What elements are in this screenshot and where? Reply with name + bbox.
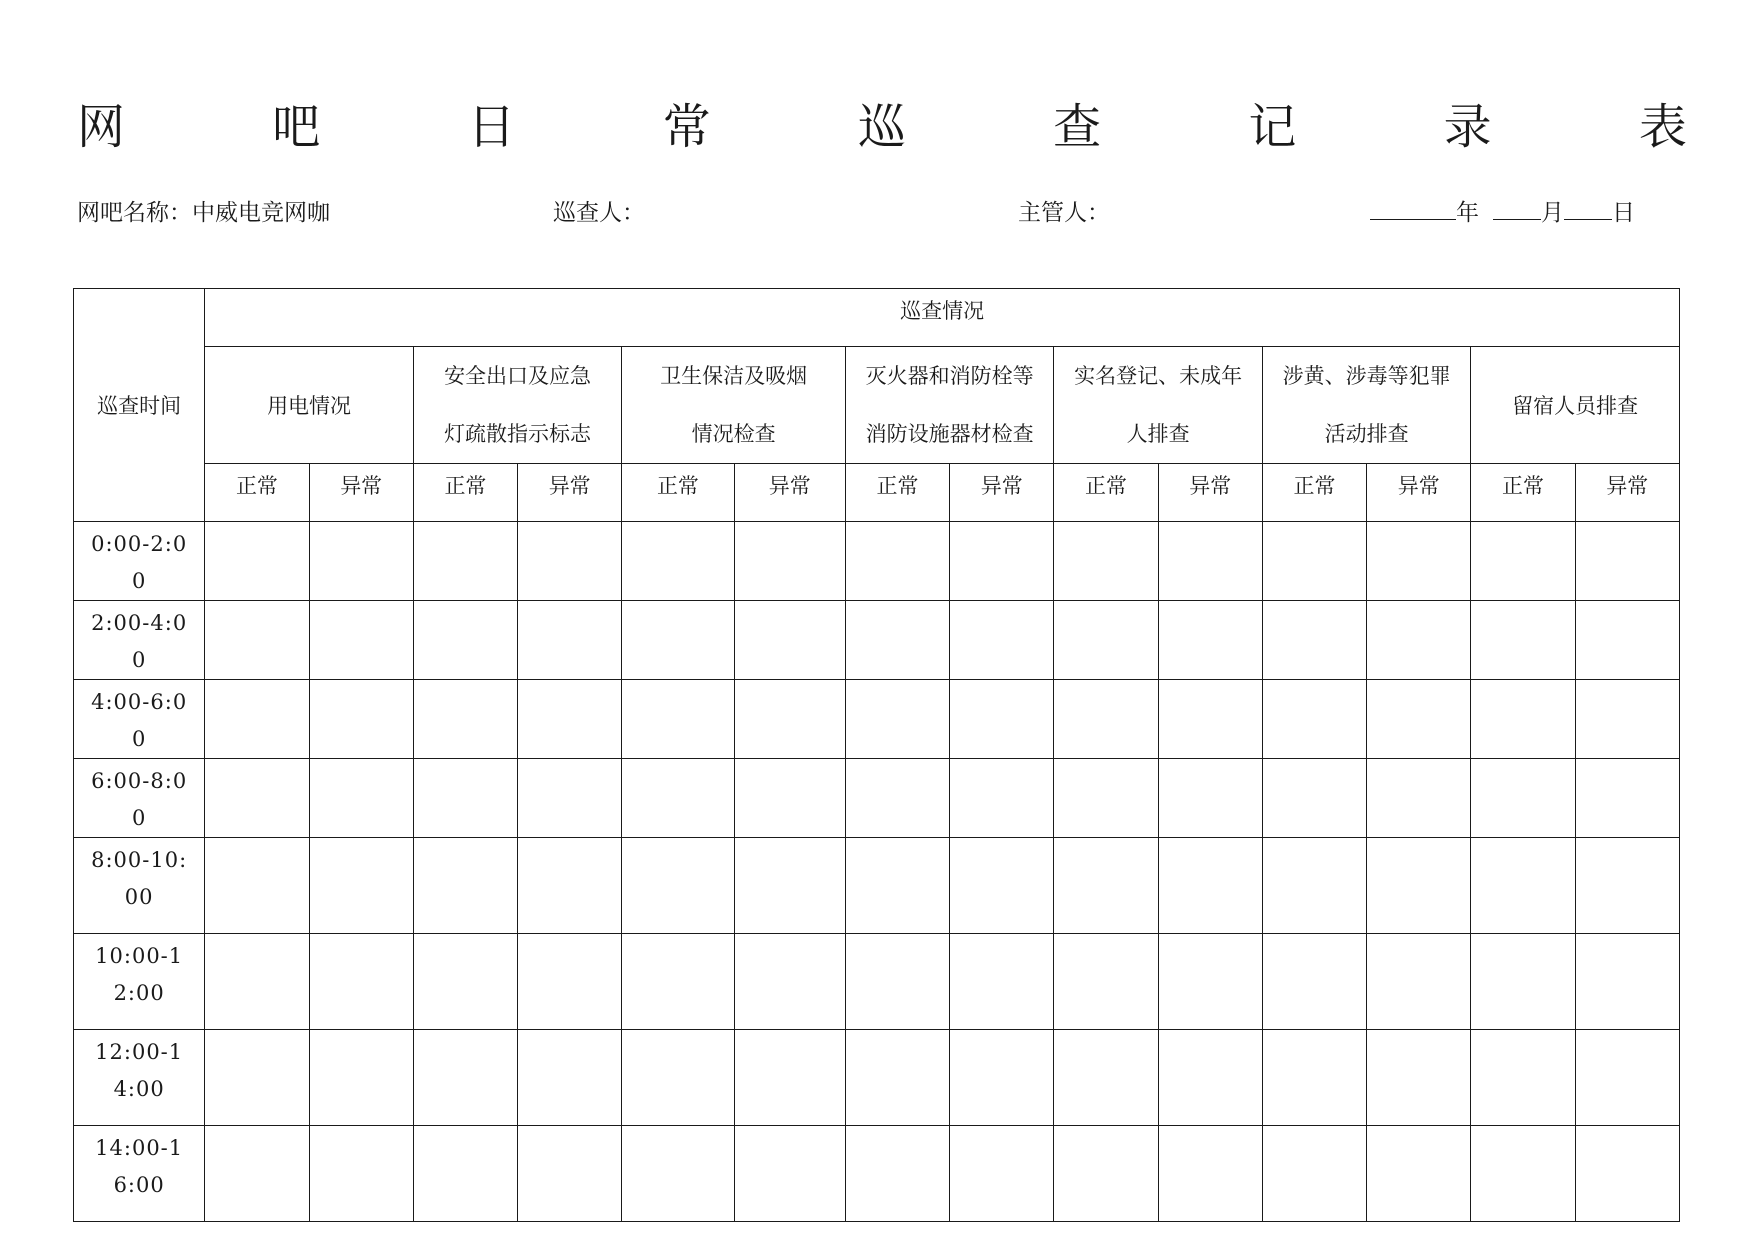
check-cell[interactable]: [845, 838, 949, 934]
table-row: [74, 1126, 1680, 1222]
check-cell[interactable]: [309, 1030, 413, 1126]
table-row: [74, 759, 1680, 838]
check-cell[interactable]: [518, 838, 622, 934]
title-char: 查: [1053, 99, 1102, 155]
check-cell[interactable]: [309, 601, 413, 680]
check-cell[interactable]: [622, 934, 734, 1030]
check-cell[interactable]: [950, 934, 1054, 1030]
check-cell[interactable]: [309, 1126, 413, 1222]
inspection-table: [73, 288, 1680, 1222]
check-cell[interactable]: [845, 522, 949, 601]
check-cell[interactable]: [1471, 1126, 1575, 1222]
category-line1: 卫生保洁及吸烟: [660, 364, 808, 388]
check-cell[interactable]: [950, 680, 1054, 759]
check-cell[interactable]: [1158, 934, 1262, 1030]
check-cell[interactable]: [1054, 934, 1158, 1030]
category-line1: 涉黄、涉毒等犯罪: [1282, 364, 1451, 388]
normal-header: 正常: [1054, 464, 1158, 522]
check-cell[interactable]: [1158, 759, 1262, 838]
normal-header: 正常: [1471, 464, 1575, 522]
table-row: [74, 1030, 1680, 1126]
check-cell[interactable]: [950, 601, 1054, 680]
check-cell[interactable]: [205, 522, 309, 601]
check-cell[interactable]: [845, 680, 949, 759]
check-cell[interactable]: [1262, 1126, 1366, 1222]
check-cell[interactable]: [1471, 759, 1575, 838]
check-cell[interactable]: [1262, 934, 1366, 1030]
check-cell[interactable]: [205, 759, 309, 838]
title-char: 记: [1248, 99, 1297, 155]
check-cell[interactable]: [1054, 1126, 1158, 1222]
check-cell[interactable]: [413, 601, 517, 680]
check-cell[interactable]: [845, 1030, 949, 1126]
abnormal-header: 异常: [518, 464, 622, 522]
check-cell[interactable]: [1054, 680, 1158, 759]
check-cell[interactable]: [1575, 522, 1679, 601]
check-cell[interactable]: [1471, 934, 1575, 1030]
check-cell[interactable]: [950, 759, 1054, 838]
time-slot: [74, 522, 205, 601]
time-slot: [74, 601, 205, 680]
check-cell[interactable]: [950, 1030, 1054, 1126]
check-cell[interactable]: [1262, 601, 1366, 680]
check-cell[interactable]: [1367, 1126, 1471, 1222]
category-line1: 灭火器和消防栓等: [865, 364, 1034, 388]
check-cell[interactable]: [309, 838, 413, 934]
check-cell[interactable]: [1471, 1030, 1575, 1126]
check-cell[interactable]: [1575, 838, 1679, 934]
check-cell[interactable]: [205, 1126, 309, 1222]
check-cell[interactable]: [1367, 601, 1471, 680]
check-cell[interactable]: [1054, 601, 1158, 680]
time-slot-text: 8:00-10:00: [91, 848, 188, 909]
category-line2: 情况检查: [691, 422, 776, 446]
day-blank[interactable]: [1564, 197, 1612, 220]
check-cell[interactable]: [1262, 522, 1366, 601]
check-cell[interactable]: [734, 1030, 845, 1126]
check-cell[interactable]: [734, 759, 845, 838]
check-cell[interactable]: [734, 934, 845, 1030]
table-row: [74, 601, 1680, 680]
check-cell[interactable]: [622, 522, 734, 601]
check-cell[interactable]: [1262, 680, 1366, 759]
category-line1: 实名登记、未成年: [1074, 364, 1243, 388]
normal-header: 正常: [845, 464, 949, 522]
month-blank[interactable]: [1493, 197, 1541, 220]
check-cell[interactable]: [1471, 601, 1575, 680]
category-header: [413, 347, 622, 464]
time-slot-text: 12:00-14:00: [95, 1040, 184, 1101]
time-slot: [74, 759, 205, 838]
category-line2: 灯疏散指示标志: [444, 422, 592, 446]
time-slot-text: 6:00-8:00: [91, 769, 188, 830]
supervisor-label: 主管人：: [1018, 200, 1110, 226]
check-cell[interactable]: [950, 838, 1054, 934]
year-blank[interactable]: [1370, 197, 1456, 220]
check-cell[interactable]: [1158, 601, 1262, 680]
check-cell[interactable]: [950, 1126, 1054, 1222]
check-cell[interactable]: [518, 1126, 622, 1222]
abnormal-header: 异常: [1158, 464, 1262, 522]
time-slot: [74, 1126, 205, 1222]
check-cell[interactable]: [1262, 759, 1366, 838]
check-cell[interactable]: [950, 522, 1054, 601]
group-header: 巡查情况: [205, 289, 1680, 347]
check-cell[interactable]: [622, 601, 734, 680]
check-cell[interactable]: [734, 838, 845, 934]
check-cell[interactable]: [1158, 522, 1262, 601]
check-cell[interactable]: [1054, 1030, 1158, 1126]
abnormal-header: 异常: [1575, 464, 1679, 522]
check-cell[interactable]: [1367, 1030, 1471, 1126]
check-cell[interactable]: [413, 1030, 517, 1126]
time-slot: [74, 934, 205, 1030]
check-cell[interactable]: [1367, 680, 1471, 759]
normal-header: 正常: [413, 464, 517, 522]
title-char: 日: [467, 99, 516, 155]
title-char: 吧: [272, 99, 321, 155]
cafe-name-label: 网吧名称：中威电竞网咖: [77, 200, 330, 226]
check-cell[interactable]: [1367, 934, 1471, 1030]
check-cell[interactable]: [1262, 1030, 1366, 1126]
time-slot-text: 4:00-6:00: [91, 690, 188, 751]
normal-header: 正常: [205, 464, 309, 522]
time-slot-text: 14:00-16:00: [95, 1136, 184, 1197]
check-cell[interactable]: [1158, 680, 1262, 759]
time-slot: [74, 680, 205, 759]
check-cell[interactable]: [1575, 1126, 1679, 1222]
check-cell[interactable]: [1367, 759, 1471, 838]
category-header: [1054, 347, 1263, 464]
check-cell[interactable]: [622, 680, 734, 759]
check-cell[interactable]: [734, 601, 845, 680]
category-line1: 安全出口及应急: [444, 364, 592, 388]
check-cell[interactable]: [1367, 838, 1471, 934]
check-cell[interactable]: [1054, 838, 1158, 934]
check-cell[interactable]: [845, 601, 949, 680]
check-cell[interactable]: [518, 601, 622, 680]
abnormal-header: 异常: [734, 464, 845, 522]
check-cell[interactable]: [518, 1030, 622, 1126]
date-field: [1370, 197, 1635, 229]
check-cell[interactable]: [413, 522, 517, 601]
check-cell[interactable]: [1471, 522, 1575, 601]
time-slot: [74, 838, 205, 934]
check-cell[interactable]: [413, 680, 517, 759]
year-label: 年: [1456, 200, 1479, 226]
check-cell[interactable]: [205, 680, 309, 759]
check-cell[interactable]: [1367, 522, 1471, 601]
time-header: 巡查时间: [74, 289, 205, 522]
check-cell[interactable]: [1158, 1030, 1262, 1126]
check-cell[interactable]: [734, 680, 845, 759]
check-cell[interactable]: [205, 934, 309, 1030]
time-slot: [74, 1030, 205, 1126]
check-cell[interactable]: [1471, 838, 1575, 934]
check-cell[interactable]: [622, 1030, 734, 1126]
category-header: [622, 347, 846, 464]
check-cell[interactable]: [518, 680, 622, 759]
check-cell[interactable]: [622, 838, 734, 934]
category-header: [845, 347, 1054, 464]
time-slot-text: 0:00-2:00: [91, 532, 188, 593]
normal-header: 正常: [622, 464, 734, 522]
table-row: [74, 680, 1680, 759]
title-char: 巡: [857, 99, 906, 155]
check-cell[interactable]: [205, 1030, 309, 1126]
time-slot-text: 10:00-12:00: [95, 944, 184, 1005]
category-header: 用电情况: [205, 347, 414, 464]
check-cell[interactable]: [845, 1126, 949, 1222]
check-cell[interactable]: [309, 934, 413, 1030]
normal-header: 正常: [1262, 464, 1366, 522]
category-line2: 人排查: [1126, 422, 1190, 446]
check-cell[interactable]: [518, 759, 622, 838]
category-header: 留宿人员排查: [1471, 347, 1680, 464]
check-cell[interactable]: [1054, 759, 1158, 838]
check-cell[interactable]: [309, 522, 413, 601]
check-cell[interactable]: [845, 759, 949, 838]
day-label: 日: [1612, 200, 1635, 226]
check-cell[interactable]: [1575, 1030, 1679, 1126]
check-cell[interactable]: [734, 522, 845, 601]
check-cell[interactable]: [205, 601, 309, 680]
check-cell[interactable]: [734, 1126, 845, 1222]
page-title: [77, 92, 1687, 162]
check-cell[interactable]: [1471, 680, 1575, 759]
table-row: [74, 838, 1680, 934]
check-cell[interactable]: [845, 934, 949, 1030]
check-cell[interactable]: [1575, 759, 1679, 838]
check-cell[interactable]: [1262, 838, 1366, 934]
title-char: 常: [662, 99, 711, 155]
check-cell[interactable]: [413, 759, 517, 838]
time-slot-text: 2:00-4:00: [91, 611, 188, 672]
check-cell[interactable]: [413, 838, 517, 934]
check-cell[interactable]: [309, 680, 413, 759]
check-cell[interactable]: [1575, 601, 1679, 680]
table-row: [74, 522, 1680, 601]
check-cell[interactable]: [413, 934, 517, 1030]
check-cell[interactable]: [413, 1126, 517, 1222]
check-cell[interactable]: [205, 838, 309, 934]
category-line2: 活动排查: [1324, 422, 1409, 446]
title-char: 网: [77, 99, 126, 155]
check-cell[interactable]: [309, 759, 413, 838]
check-cell[interactable]: [622, 1126, 734, 1222]
title-char: 录: [1443, 99, 1492, 155]
inspector-label: 巡查人：: [553, 200, 645, 226]
category-line2: 消防设施器材检查: [865, 422, 1034, 446]
check-cell[interactable]: [1158, 838, 1262, 934]
check-cell[interactable]: [518, 522, 622, 601]
abnormal-header: 异常: [950, 464, 1054, 522]
title-char: 表: [1638, 99, 1687, 155]
check-cell[interactable]: [518, 934, 622, 1030]
check-cell[interactable]: [622, 759, 734, 838]
category-header: [1262, 347, 1471, 464]
check-cell[interactable]: [1054, 522, 1158, 601]
check-cell[interactable]: [1575, 934, 1679, 1030]
abnormal-header: 异常: [1367, 464, 1471, 522]
check-cell[interactable]: [1158, 1126, 1262, 1222]
abnormal-header: 异常: [309, 464, 413, 522]
month-label: 月: [1541, 200, 1564, 226]
check-cell[interactable]: [1575, 680, 1679, 759]
table-row: [74, 934, 1680, 1030]
